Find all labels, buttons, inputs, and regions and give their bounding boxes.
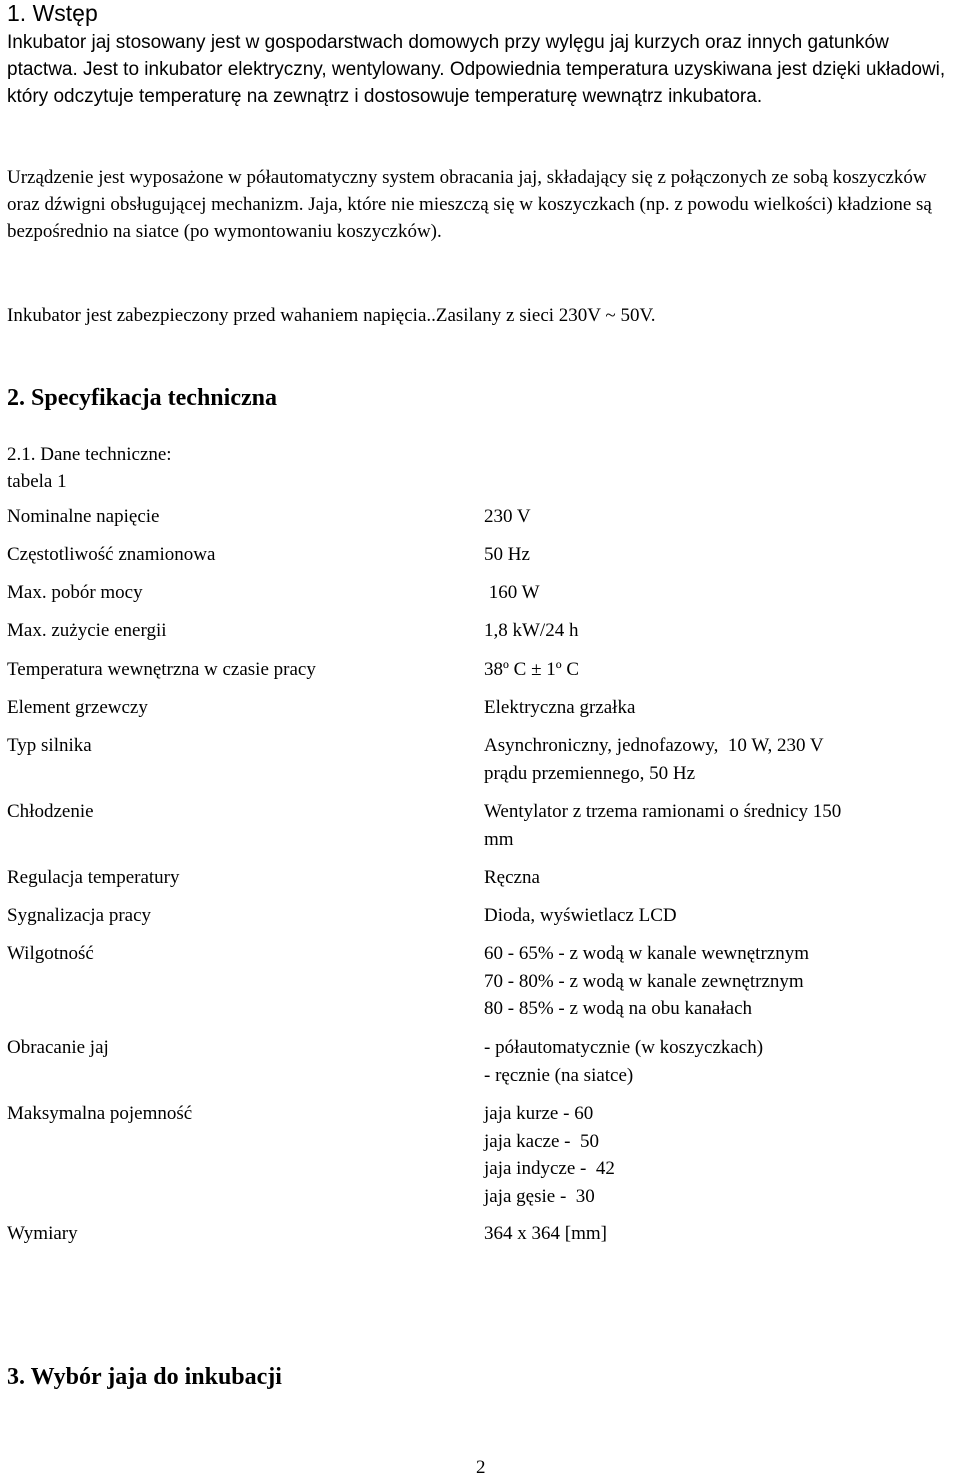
spec-value-line: - ręcznie (na siatce) [484,1064,634,1086]
turning-system-paragraph: Urządzenie jest wyposażone w półautomatyczny system obracania jaj, składający się z połączonych ze sobą koszyczków oraz dźwigni obsługującej mechanizm. Jaja, które nie mieszczą się w koszyczkach (np. z powodu wielkości) kładzione są bezpośrednio na siatce (po wymontowaniu koszyczków). [7,167,932,242]
spec-label: Element grzewczy [7,697,148,718]
spec-value [484,579,952,607]
spec-label: Temperatura wewnętrzna w czasie pracy [7,659,316,680]
spec-value-line: 80 - 85% - z wodą na obu kanałach [484,998,753,1019]
spec-value [484,798,952,853]
spec-value-line: 364 x 364 [mm] [484,1223,607,1244]
spec-value [484,940,952,1023]
spec-value [484,1220,952,1248]
section-1-heading: 1. Wstęp [7,0,98,26]
spec-value-line: jaja kacze - 50 [484,1130,599,1152]
power-paragraph: Inkubator jest zabezpieczony przed wahaniem napięcia..Zasilany z sieci 230V ~ 50V. [7,305,656,326]
spec-value-line: 70 - 80% - z wodą w kanale zewnętrznym [484,970,804,992]
spec-value-line: 38º C ± 1º C [484,659,580,680]
spec-value-line: mm [484,828,514,850]
spec-label: Obracanie jaj [7,1037,109,1058]
spec-label: Nominalne napięcie [7,506,160,527]
spec-value [484,1100,952,1210]
spec-value-line: 60 - 65% - z wodą w kanale wewnętrznym [484,943,809,964]
spec-label: Max. zużycie energii [7,620,167,641]
spec-value-line: jaja kurze - 60 [484,1103,594,1124]
spec-value [484,503,952,531]
spec-value-line: jaja indycze - 42 [484,1158,615,1179]
spec-value-line: 1,8 kW/24 h [484,620,579,641]
spec-label: Max. pobór mocy [7,582,143,603]
spec-value [484,694,952,722]
spec-label: Wilgotność [7,943,94,964]
spec-value-line: Elektryczna grzałka [484,697,636,718]
spec-label: Regulacja temperatury [7,867,180,888]
spec-value-line: Ręczna [484,867,540,888]
spec-value-line: Dioda, wyświetlacz LCD [484,905,677,926]
spec-label: Chłodzenie [7,801,94,822]
spec-value-line: 50 Hz [484,544,530,565]
spec-value-line: Wentylator z trzema ramionami o średnicy 150 [484,801,842,822]
intro-paragraph: Inkubator jaj stosowany jest w gospodarstwach domowych przy wylęgu jaj kurzych oraz innych gatunków ptactwa. Jest to inkubator elektryczny, wentylowany. Odpowiednia temperatura uzyskiwana jest dzięki układowi, który odczytuje temperaturę na zewnątrz i dostosowuje temperaturę wewnątrz inkubatora. [7,32,946,107]
spec-value-line: 160 W [484,582,540,603]
spec-value [484,656,952,684]
spec-value-line: Asynchroniczny, jednofazowy, 10 W, 230 V [484,735,824,756]
spec-value-line: - półautomatycznie (w koszyczkach) [484,1037,764,1058]
spec-value [484,541,952,569]
spec-label: Częstotliwość znamionowa [7,544,216,565]
section-3-heading: 3. Wybór jaja do inkubacji [7,1364,282,1390]
spec-value [484,617,952,645]
spec-label: Maksymalna pojemność [7,1103,193,1124]
spec-value [484,732,952,787]
page-number: 2 [476,1457,486,1478]
technical-data-subheading: 2.1. Dane techniczne: [7,444,172,465]
section-2-heading: 2. Specyfikacja techniczna [7,385,277,411]
spec-value [484,902,952,930]
spec-label: Sygnalizacja pracy [7,905,152,926]
spec-label: Typ silnika [7,735,92,756]
spec-value [484,864,952,892]
spec-value-line: jaja gęsie - 30 [484,1185,595,1207]
table-label: tabela 1 [7,471,67,492]
spec-value-line: 230 V [484,506,531,527]
spec-value [484,1034,952,1089]
spec-value-line: prądu przemiennego, 50 Hz [484,762,696,784]
spec-label: Wymiary [7,1223,78,1244]
